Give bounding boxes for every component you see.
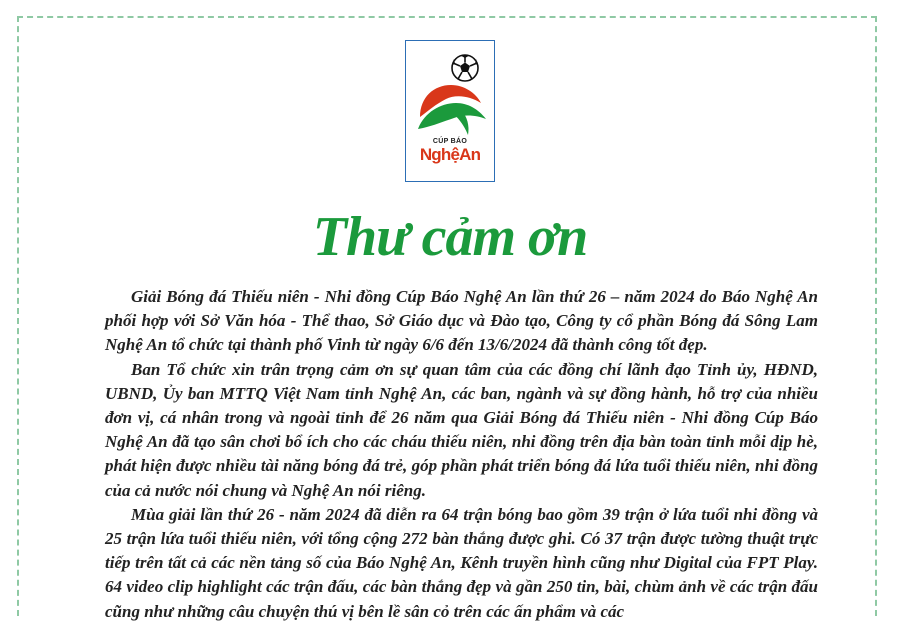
football-logo-icon bbox=[406, 41, 496, 141]
letter-body bbox=[105, 285, 818, 624]
logo-caption-big: NghệAn bbox=[419, 145, 481, 164]
page-title: Thư cảm ơn bbox=[312, 206, 588, 268]
paragraph: Giải Bóng đá Thiếu niên - Nhi đồng Cúp Báo Nghệ An lần thứ 26 – năm 2024 do Báo Nghệ An phối hợp với Sở Văn hóa - Thể thao, Sở Giáo dục và Đào tạo, Công ty cổ phần Bóng đá Sông Lam Nghệ An tổ chức tại thành phố Vinh từ ngày 6/6 đến 13/6/2024 đã thành công tốt đẹp. bbox=[105, 287, 818, 355]
cup-logo bbox=[405, 40, 495, 182]
logo-caption-small: CÚP BÁO bbox=[432, 138, 468, 145]
paragraph: Ban Tổ chức xin trân trọng cảm ơn sự quan tâm của các đồng chí lãnh đạo Tỉnh ủy, HĐND, UBND, Ủy ban MTTQ Việt Nam tỉnh Nghệ An, các ban, ngành và sự đồng hành, hỗ trợ của nhiều đơn vị, cá nhân trong và ngoài tỉnh để 26 năm qua Giải Bóng đá Thiếu niên - Nhi đồng Cúp Báo Nghệ An đã tạo sân chơi bổ ích cho các cháu thiếu niên, nhi đồng trên địa bàn toàn tỉnh mỗi dịp hè, phát hiện được nhiều tài năng bóng đá trẻ, góp phần phát triển bóng đá lứa tuổi thiếu niên, nhi đồng của cả nước nói chung và Nghệ An nói riêng. bbox=[105, 359, 818, 500]
paragraph: Mùa giải lần thứ 26 - năm 2024 đã diễn ra 64 trận bóng bao gồm 39 trận ở lứa tuổi nhi đồng và 25 trận lứa tuổi thiếu niên, với tổng cộng 272 bàn thắng được ghi. Có 37 trận được tường thuật trực tiếp trên tất cả các nền tảng số của Báo Nghệ An, Kênh truyền hình cũng như Digital của FPT Play. 64 video clip highlight các trận đấu, các bàn thắng đẹp và gần 250 tin, bài, chùm ảnh về các trận đấu cũng như những câu chuyện thú vị bên lề sân cỏ trên các ấn phẩm và các bbox=[105, 504, 818, 621]
